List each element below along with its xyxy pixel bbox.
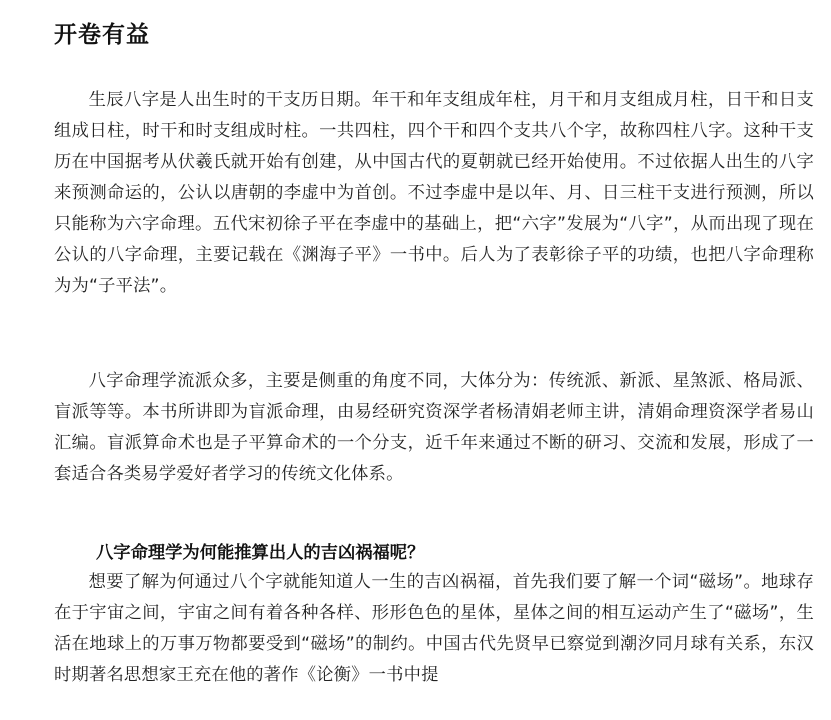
paragraph-bazi-origin: 生辰八字是人出生时的干支历日期。年干和年支组成年柱，月干和月支组成月柱，日干和日支组成日柱，时干和时支组成时柱。一共四柱，四个干和四个支共八个字，故称四柱八字。这种干支历在中国据考从伏羲氏就开始有创建，从中国古代的夏朝就已经开始使用。不过依据人出生的八字来预测命运的，公认以唐朝的李虚中为首创。不过李虚中是以年、月、日三柱干支进行预测，所以只能称为六字命理。五代宋初徐子平在李虚中的基础上，把“六字”发展为“八字”，从而出现了现在公认的八字命理，主要记载在《渊海子平》一书中。后人为了表彰徐子平的功绩，也把八字命理称为为“子平法”。 xyxy=(54,90,814,296)
section-heading: 八字命理学为何能推算出人的吉凶祸福呢？ xyxy=(96,543,425,563)
paragraph-schools: 八字命理学流派众多，主要是侧重的角度不同，大体分为：传统派、新派、星煞派、格局派、盲派等等。本书所讲即为盲派命理，由易经研究资深学者杨清娟老师主讲，清娟命理资深学者易山汇编。盲派算命术也是子平算命术的一个分支，近千年来通过不断的研习、交流和发展，形成了一套适合各类易学爱好者学习的传统文化体系。 xyxy=(54,371,814,484)
page-title: 开卷有益 xyxy=(54,22,150,48)
paragraph-magnetic-field: 想要了解为何通过八个字就能知道人一生的吉凶祸福，首先我们要了解一个词“磁场”。地球存在于宇宙之间，宇宙之间有着各种各样、形形色色的星体，星体之间的相互运动产生了“磁场”，生活在地球上的万事万物都要受到“磁场”的制约。中国古代先贤早已察觉到潮汐同月球有关系，东汉时期著名思想家王充在他的著作《论衡》一书中提 xyxy=(54,572,814,685)
